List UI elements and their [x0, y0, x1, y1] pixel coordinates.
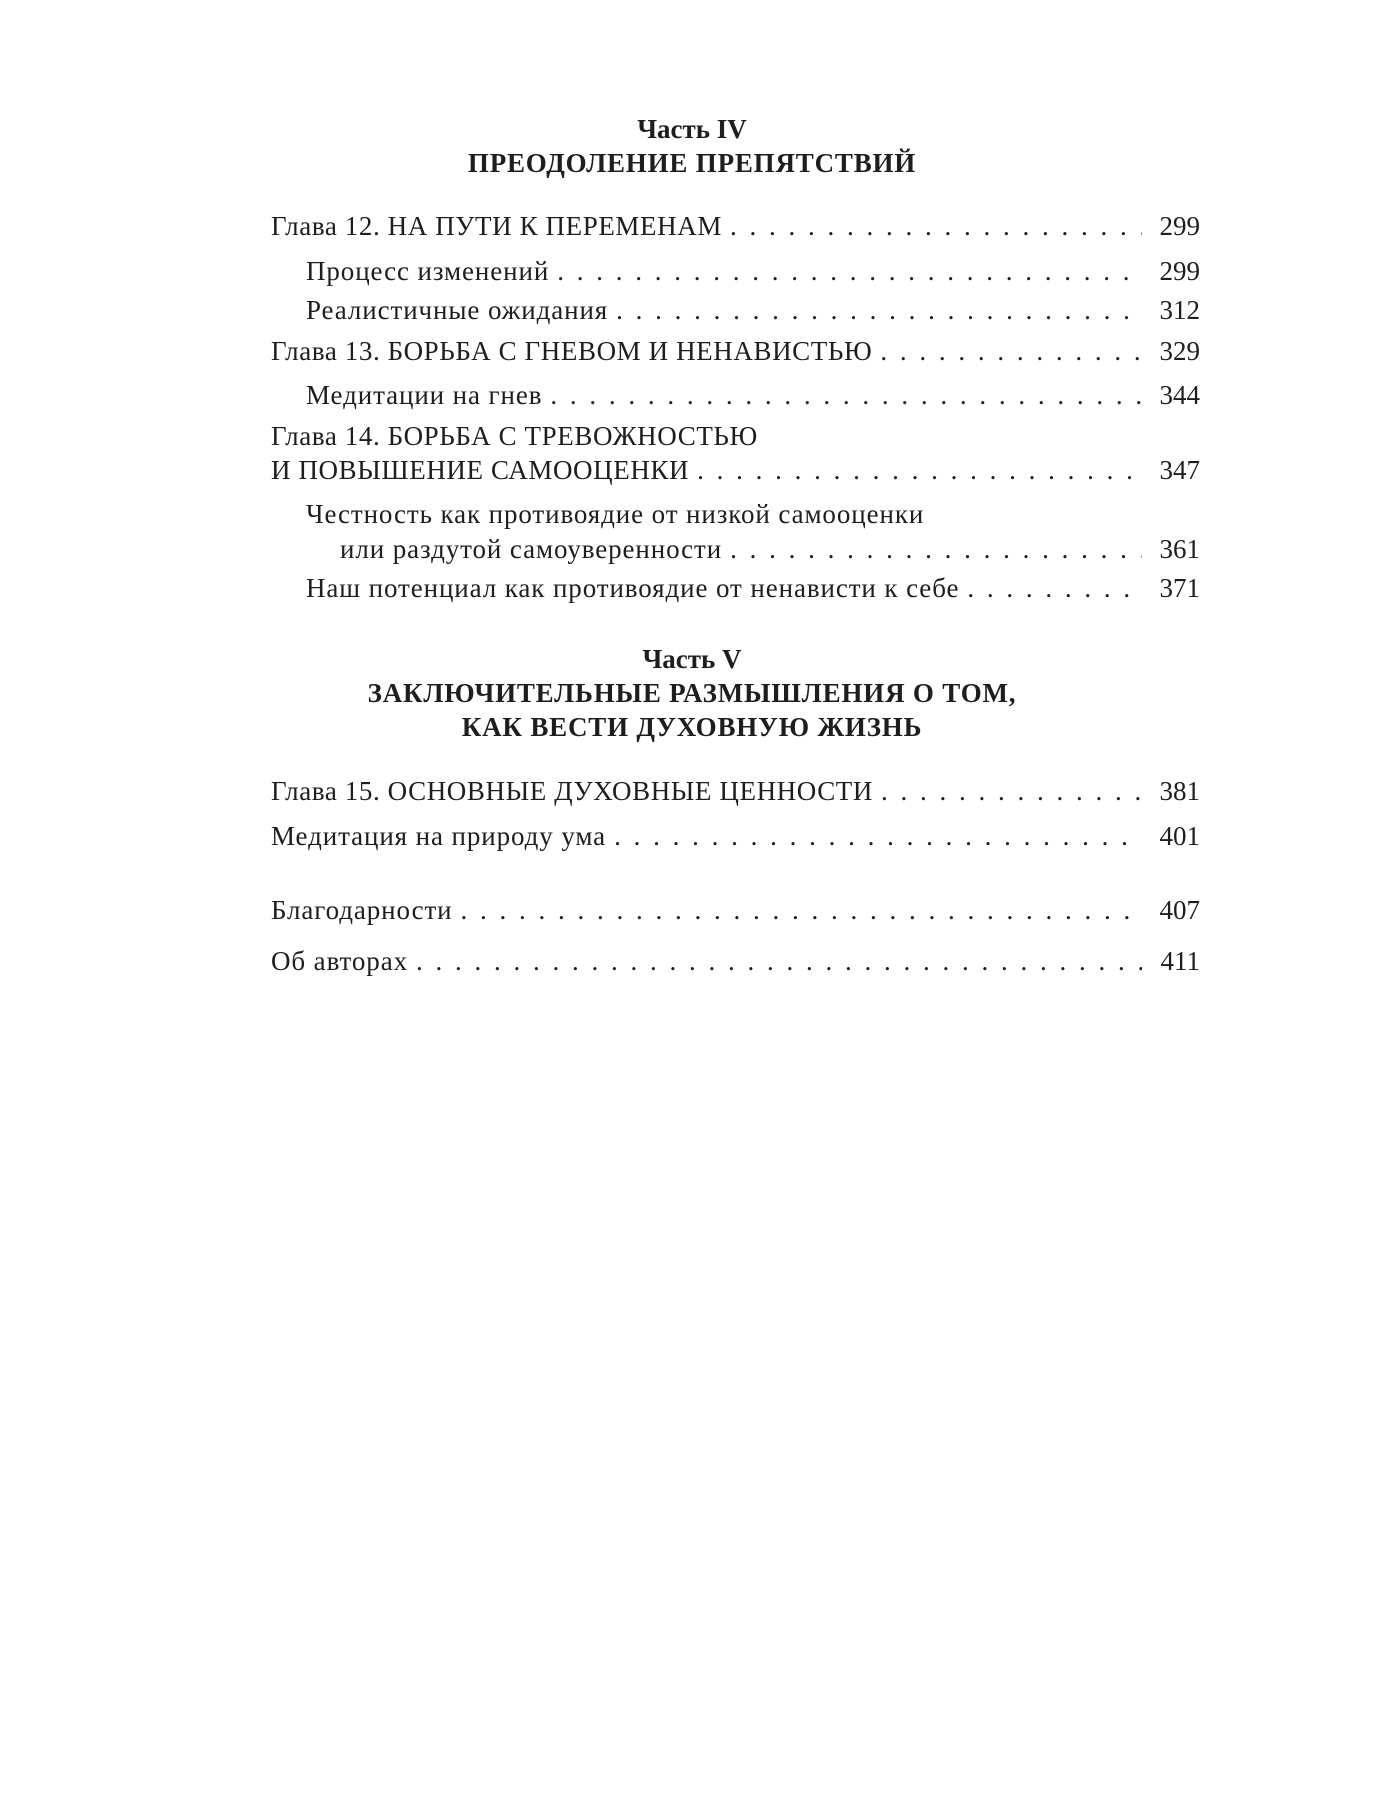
toc-page-number: 361: [1159, 534, 1200, 564]
toc-entry-acknowledgements[interactable]: [271, 893, 1200, 927]
toc-entry-title-continuation: И ПОВЫШЕНИЕ САМООЦЕНКИ: [271, 455, 690, 485]
toc-leader-dots: [722, 209, 1142, 243]
toc-entry-section[interactable]: [306, 254, 1200, 288]
toc-page-number: 401: [1159, 821, 1200, 851]
toc-entry-about-authors[interactable]: [271, 944, 1200, 978]
part-title: ПРЕОДОЛЕНИЕ ПРЕПЯТСТВИЙ: [467, 148, 917, 178]
toc-entry-section[interactable]: [340, 532, 1200, 566]
toc-leader-dots: [549, 254, 1142, 288]
toc-entry-title: Глава 12. НА ПУТИ К ПЕРЕМЕНАМ: [271, 211, 722, 241]
toc-page-number: 371: [1159, 573, 1200, 603]
toc-page-number: 299: [1159, 256, 1200, 286]
toc-entry-title: Медитация на природу ума: [271, 821, 607, 851]
toc-entry-title: Глава 13. БОРЬБА С ГНЕВОМ И НЕНАВИСТЬЮ: [271, 336, 873, 366]
part-title-line2: КАК ВЕСТИ ДУХОВНУЮ ЖИЗНЬ: [461, 712, 923, 742]
toc-leader-dots: [542, 378, 1142, 412]
toc-entry-chapter-14-line1[interactable]: Глава 14. БОРЬБА С ТРЕВОЖНОСТЬЮ: [271, 421, 758, 451]
toc-leader-dots: [959, 571, 1142, 605]
toc-leader-dots: [722, 532, 1142, 566]
toc-entry-title: Наш потенциал как противоядие от ненависти к себе: [306, 573, 960, 603]
toc-page-number: 347: [1159, 455, 1200, 485]
toc-leader-dots: [873, 774, 1142, 808]
toc-page-number: 411: [1160, 946, 1200, 976]
toc-entry-section[interactable]: [306, 293, 1200, 327]
toc-entry-section[interactable]: [306, 571, 1200, 605]
toc-leader-dots: [689, 453, 1142, 487]
toc-leader-dots: [608, 293, 1142, 327]
part-title-line1: ЗАКЛЮЧИТЕЛЬНЫЕ РАЗМЫШЛЕНИЯ О ТОМ,: [367, 678, 1017, 708]
toc-entry-section[interactable]: [306, 378, 1200, 412]
toc-entry-title: Реалистичные ожидания: [306, 295, 609, 325]
part-label: Часть V: [642, 644, 742, 674]
toc-leader-dots: [453, 893, 1142, 927]
toc-page-number: 329: [1159, 336, 1200, 366]
part-label: Часть IV: [637, 114, 747, 144]
toc-entry-chapter-15[interactable]: [271, 774, 1200, 808]
toc-entry-chapter-13[interactable]: [271, 334, 1200, 368]
toc-entry-title-continuation: или раздутой самоуверенности: [340, 534, 723, 564]
toc-page-number: 312: [1159, 295, 1200, 325]
toc-entry-title: Благодарности: [271, 895, 453, 925]
toc-page-number: 381: [1159, 776, 1200, 806]
toc-leader-dots: [408, 944, 1142, 978]
toc-entry-title: Медитации на гнев: [306, 380, 543, 410]
toc-entry-chapter-12[interactable]: [271, 209, 1200, 243]
toc-page-number: 299: [1159, 211, 1200, 241]
toc-entry-section[interactable]: [271, 819, 1200, 853]
toc-page-number: 344: [1159, 380, 1200, 410]
toc-leader-dots: [872, 334, 1142, 368]
toc-entry-section-line1[interactable]: Честность как противоядие от низкой самооценки: [306, 499, 925, 529]
toc-page-number: 407: [1159, 895, 1200, 925]
toc-entry-title: Об авторах: [271, 946, 408, 976]
toc-entry-title: Глава 15. ОСНОВНЫЕ ДУХОВНЫЕ ЦЕННОСТИ: [271, 776, 873, 806]
toc-leader-dots: [606, 819, 1142, 853]
toc-entry-chapter-14[interactable]: [271, 453, 1200, 487]
toc-entry-title: Процесс изменений: [306, 256, 550, 286]
